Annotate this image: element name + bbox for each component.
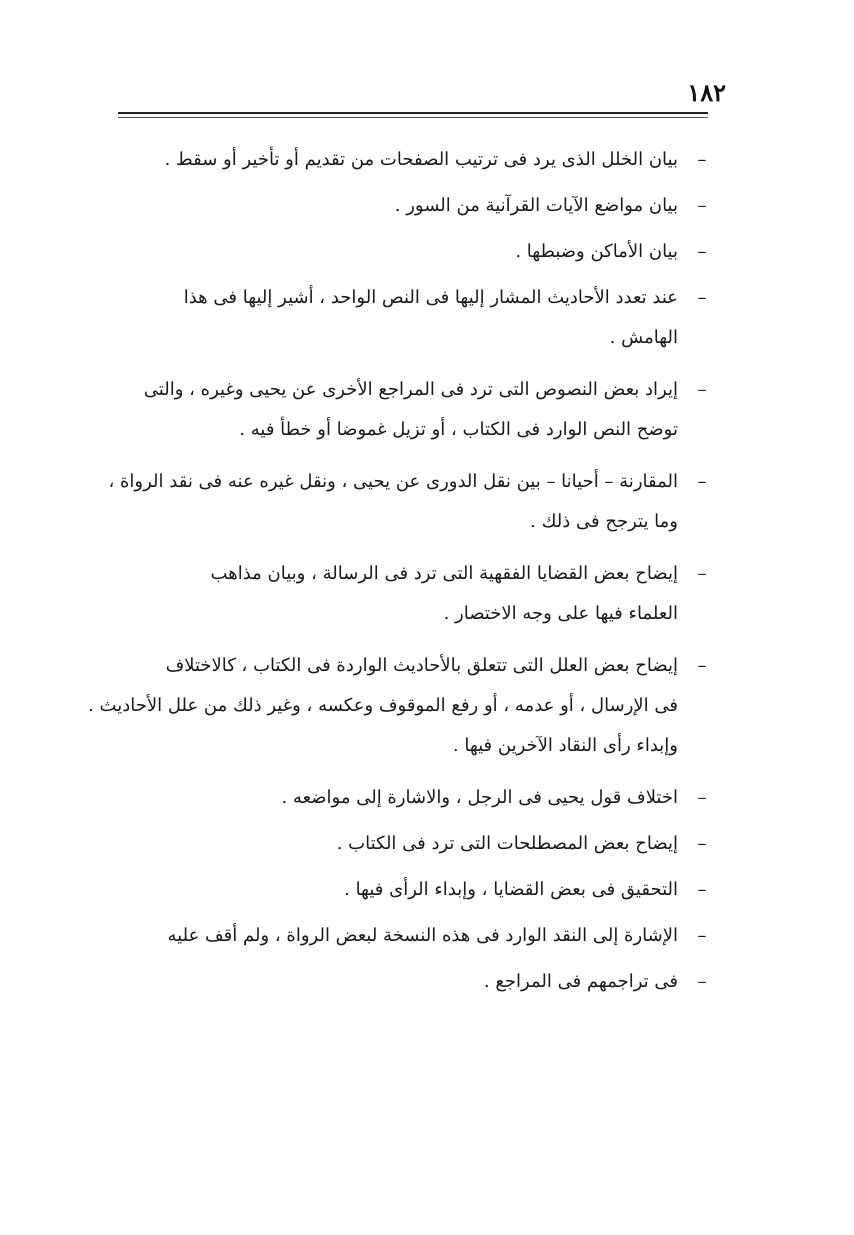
item-text-line: توضح النص الوارد فى الكتاب ، أو تزيل غموضا أو خطأ فيه .	[239, 419, 678, 440]
item-dash: –	[697, 379, 707, 400]
item-text-line: بيان الخلل الذى يرد فى ترتيب الصفحات من تقديم أو تأخير أو سقط .	[164, 149, 678, 170]
list-item	[120, 824, 712, 864]
list-item	[120, 870, 712, 910]
item-text-line: الهامش .	[609, 327, 678, 348]
header-rule	[118, 112, 708, 114]
item-dash: –	[697, 471, 707, 492]
header-rule-secondary	[118, 117, 708, 118]
item-dash: –	[697, 879, 707, 900]
item-text-line: بيان الأماكن وضبطها .	[515, 241, 678, 262]
item-text-line: وما يترجح فى ذلك .	[530, 511, 678, 532]
item-text-line: إيضاح بعض المصطلحات التى ترد فى الكتاب .	[336, 833, 678, 854]
content-list	[88, 140, 712, 1008]
item-dash: –	[697, 925, 707, 946]
item-dash: –	[697, 833, 707, 854]
item-text-line: فى تراجمهم فى المراجع .	[483, 971, 678, 992]
item-text-line: الإشارة إلى النقد الوارد فى هذه النسخة لبعض الرواة ، ولم أقف عليه	[167, 925, 678, 946]
item-dash: –	[697, 287, 707, 308]
item-text-line: وإبداء رأى النقاد الآخرين فيها .	[452, 735, 678, 756]
item-text-line: فى الإرسال ، أو عدمه ، أو رفع الموقوف وعكسه ، وغير ذلك من علل الأحاديث .	[88, 695, 678, 716]
item-text-line: بيان مواضع الآيات القرآنية من السور .	[394, 195, 678, 216]
list-item	[108, 462, 712, 542]
list-item	[120, 186, 712, 226]
item-dash: –	[697, 787, 707, 808]
list-item	[88, 646, 712, 766]
item-dash: –	[697, 971, 707, 992]
list-item	[120, 370, 712, 450]
list-item	[120, 916, 712, 956]
list-item	[120, 778, 712, 818]
page-number: ١٨٢	[687, 78, 726, 107]
item-text-line: إيراد بعض النصوص التى ترد فى المراجع الأخرى عن يحيى وغيره ، والتى	[143, 379, 678, 400]
item-text-line: المقارنة – أحيانا – بين نقل الدورى عن يحيى ، ونقل غيره عنه فى نقد الرواة ،	[108, 471, 678, 492]
list-item	[120, 232, 712, 272]
list-item	[120, 554, 712, 634]
item-dash: –	[697, 241, 707, 262]
list-item	[120, 962, 712, 1002]
list-item	[120, 140, 712, 180]
item-text-line: عند تعدد الأحاديث المشار إليها فى النص الواحد ، أشير إليها فى هذا	[183, 287, 678, 308]
list-item	[120, 278, 712, 358]
item-text-line: العلماء فيها على وجه الاختصار .	[443, 603, 678, 624]
item-dash: –	[697, 149, 707, 170]
item-dash: –	[697, 655, 707, 676]
item-dash: –	[697, 563, 707, 584]
item-text-line: التحقيق فى بعض القضايا ، وإبداء الرأى فيها .	[344, 879, 678, 900]
item-text-line: اختلاف قول يحيى فى الرجل ، والاشارة إلى مواضعه .	[281, 787, 678, 808]
item-text-line: إيضاح بعض القضايا الفقهية التى ترد فى الرسالة ، وبيان مذاهب	[210, 563, 678, 584]
item-dash: –	[697, 195, 707, 216]
item-text-line: إيضاح بعض العلل التى تتعلق بالأحاديث الواردة فى الكتاب ، كالاختلاف	[165, 655, 678, 676]
